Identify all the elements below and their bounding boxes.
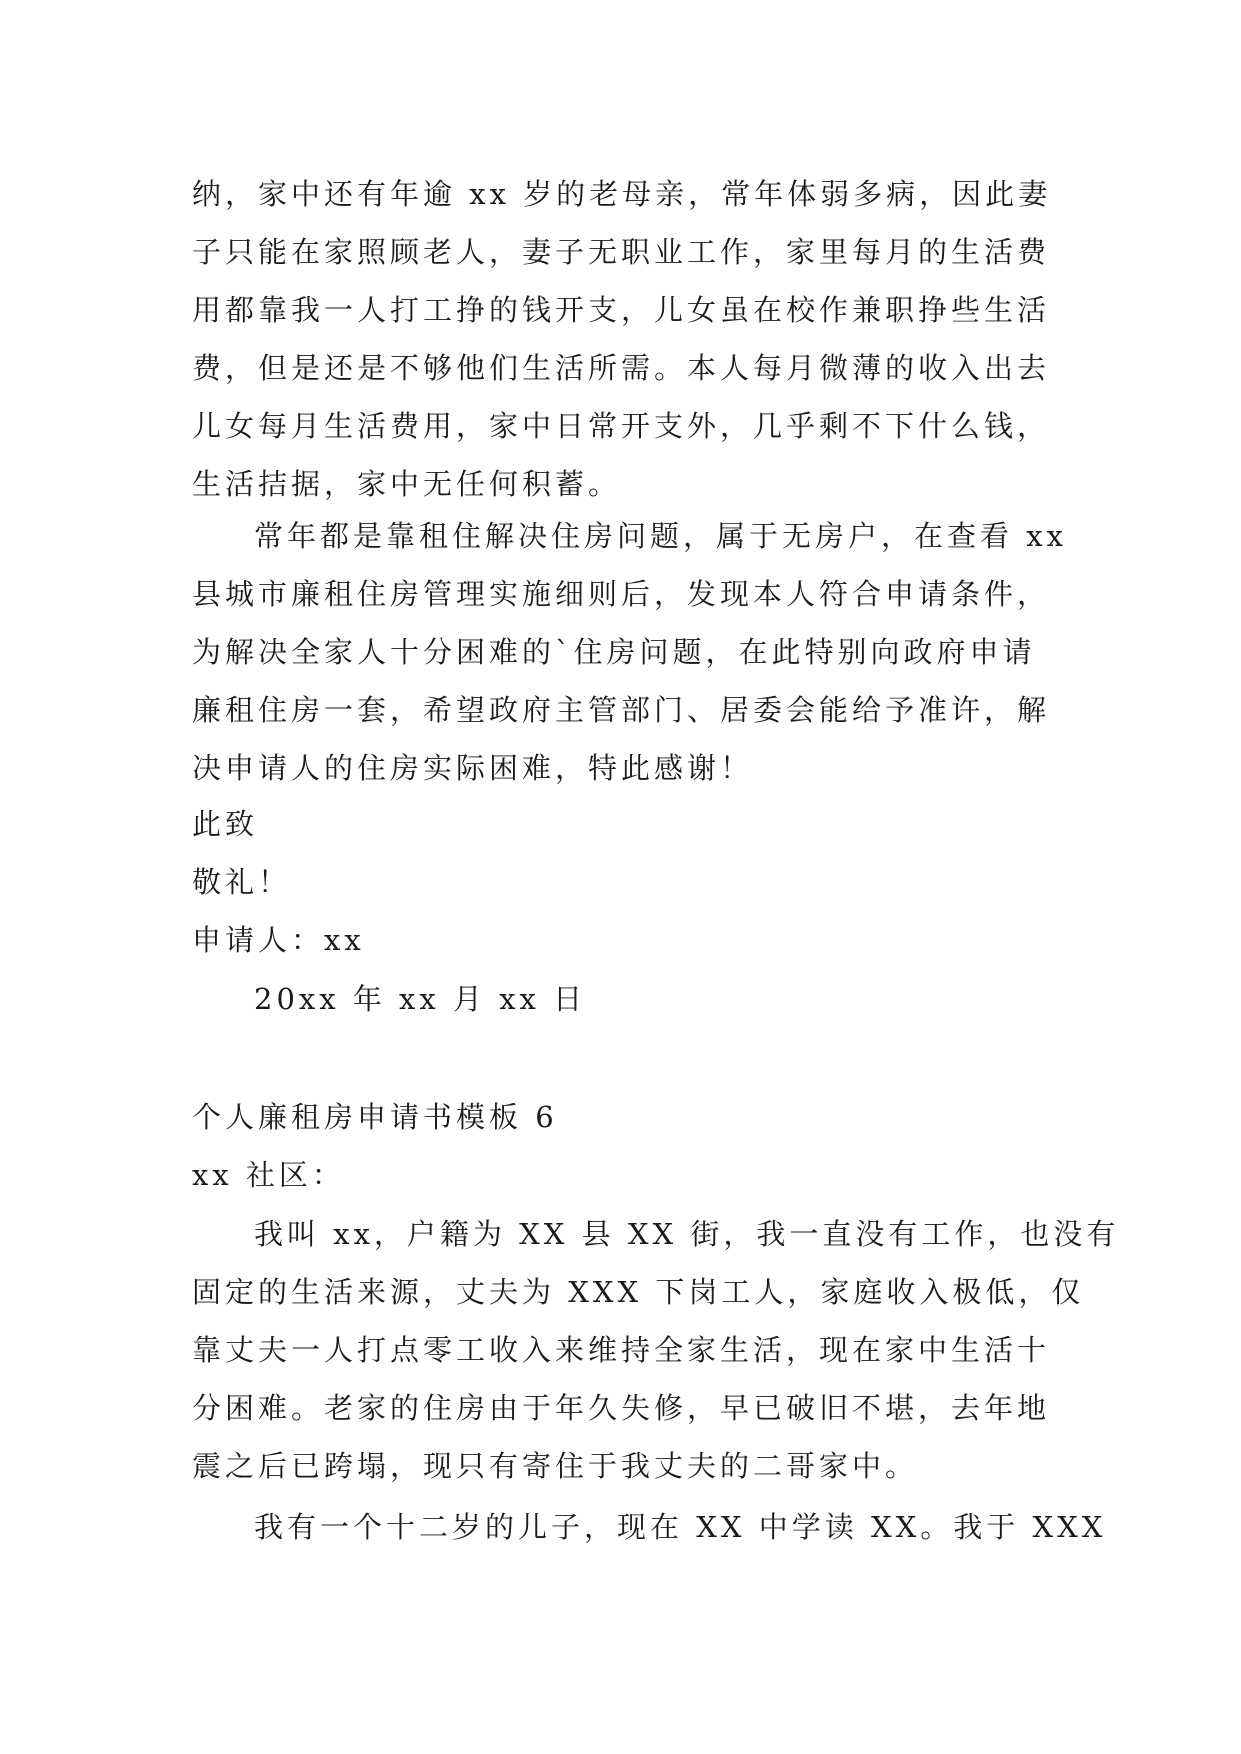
text-line: 常年都是靠租住解决住房问题，属于无房户，在查看 xx (254, 519, 1067, 553)
text-line: 儿女每月生活费用，家中日常开支外，几乎剩不下什么钱， (192, 409, 1051, 443)
text-line: 纳，家中还有年逾 xx 岁的老母亲，常年体弱多病，因此妻 (192, 177, 1052, 211)
addressee: xx 社区： (192, 1158, 345, 1192)
text-line: 分困难。老家的住房由于年久失修，早已破旧不堪，去年地 (192, 1391, 1051, 1425)
text-line: 靠丈夫一人打点零工收入来维持全家生活，现在家中生活十 (192, 1333, 1051, 1367)
text-line: 廉租住房一套，希望政府主管部门、居委会能给予准许，解 (192, 693, 1051, 727)
text-line: 决申请人的住房实际困难，特此感谢！ (192, 751, 754, 785)
paragraph-housing-request (192, 507, 1067, 797)
paragraph-son-situation (192, 1498, 1107, 1556)
applicant-signature: 申请人：xx (192, 923, 365, 957)
closing-respect: 敬礼！ (192, 865, 292, 899)
application-date: 20xx 年 xx 月 xx 日 (254, 982, 587, 1016)
text-line: 震之后已跨塌，现只有寄住于我丈夫的二哥家中。 (192, 1449, 919, 1483)
closing-salutation: 此致 (192, 807, 259, 841)
text-line: 费，但是还是不够他们生活所需。本人每月微薄的收入出去 (192, 351, 1051, 385)
text-line: 生活拮据，家中无任何积蓄。 (192, 467, 622, 501)
paragraph-family-situation (192, 165, 1052, 513)
text-line: 我有一个十二岁的儿子，现在 XX 中学读 XX。我于 XXX (254, 1510, 1107, 1544)
text-line: 我叫 xx，户籍为 XX 县 XX 街，我一直没有工作，也没有 (254, 1217, 1120, 1251)
section-title: 个人廉租房申请书模板 6 (192, 1100, 558, 1134)
text-line: 县城市廉租住房管理实施细则后，发现本人符合申请条件， (192, 577, 1051, 611)
text-line: 为解决全家人十分困难的`住房问题，在此特别向政府申请 (192, 635, 1036, 669)
paragraph-personal-situation (192, 1205, 1120, 1495)
text-line: 固定的生活来源，丈夫为 XXX 下岗工人，家庭收入极低，仅 (192, 1275, 1085, 1309)
text-line: 用都靠我一人打工挣的钱开支，儿女虽在校作兼职挣些生活 (192, 293, 1051, 327)
text-line: 子只能在家照顾老人，妻子无职业工作，家里每月的生活费 (192, 235, 1051, 269)
